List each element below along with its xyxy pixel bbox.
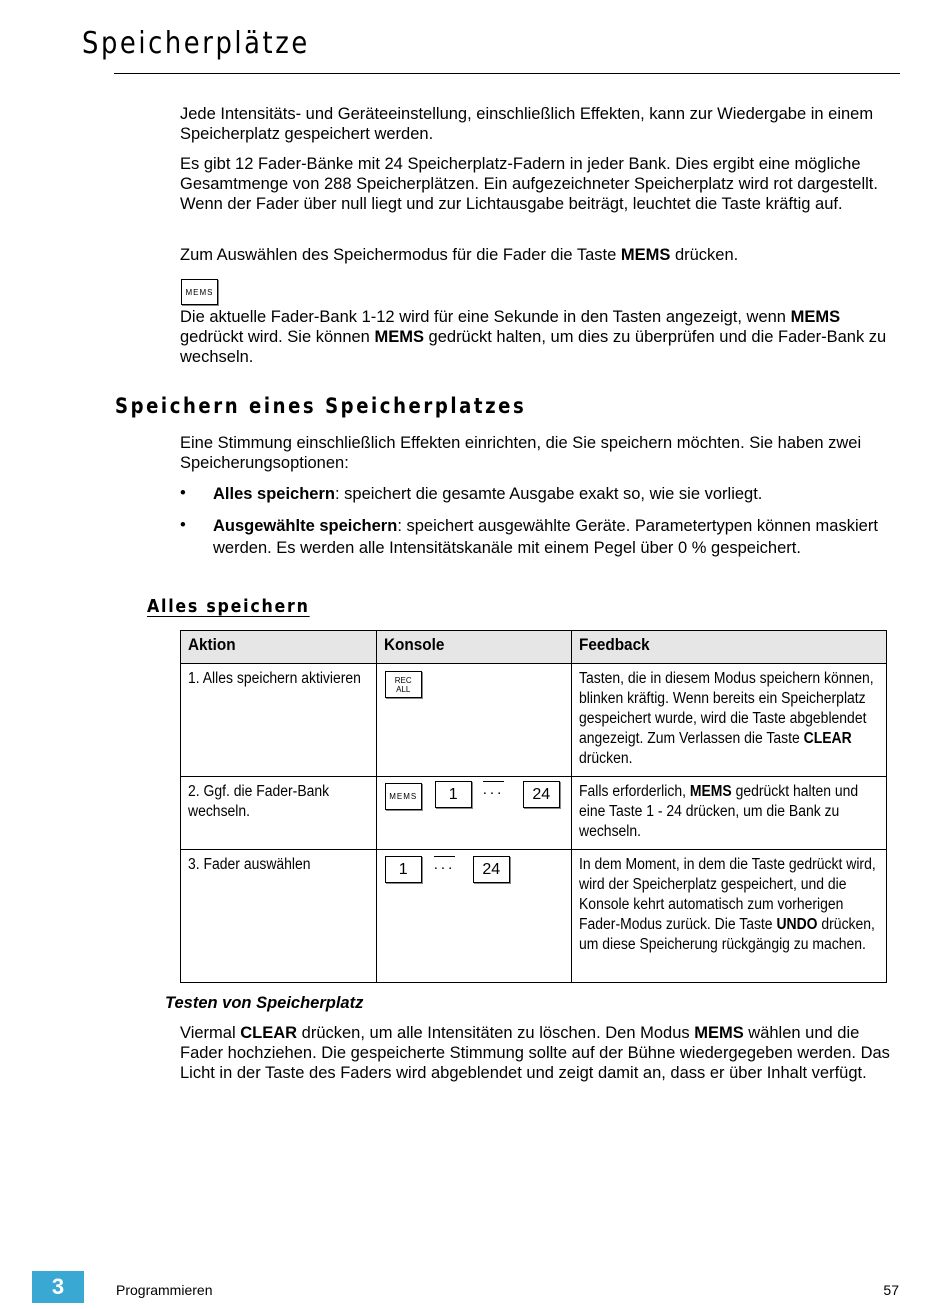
console-cell (376, 664, 572, 777)
section-intro: Eine Stimmung einschließlich Effekten einrichten, die Sie speichern möchten. Sie haben zwei Speicherungsoptionen: (180, 434, 862, 472)
bullet-item-ausgewaehlte-speichern: Ausgewählte speichern: speichert ausgewählte Geräte. Parametertypen können maskiert werden. Es werden alle Intensitätskanäle mit einem Pegel über 0 % gespeichert. (213, 517, 878, 557)
subsection-heading: Alles speichern (147, 596, 310, 617)
test-heading: Testen von Speicherplatz (165, 994, 364, 1012)
action-cell: 2. Ggf. die Fader-Bank wechseln. (181, 777, 377, 850)
action-cell: 1. Alles speichern aktivieren (181, 664, 377, 777)
fader-key-first-icon: 1 (385, 856, 422, 883)
chapter-number-badge: 3 (32, 1271, 84, 1303)
intro-paragraph-1: Jede Intensitäts- und Geräteeinstellung, einschließlich Effekten, kann zur Wiedergabe in einem Speicherplatz gespeichert werden. (180, 105, 874, 143)
column-header-aktion: Aktion (181, 631, 377, 664)
page-title: Speicherplätze (82, 26, 310, 61)
footer-section-name: Programmieren (116, 1282, 213, 1298)
fader-key-last-icon: 24 (473, 856, 510, 883)
test-paragraph: Viermal CLEAR drücken, um alle Intensitäten zu löschen. Den Modus MEMS wählen und die Fader hochziehen. Die gespeicherte Stimmung sollte auf der Bühne wiedergegeben werden. Das Licht in der Taste des Faders wird abgeblendet und zeigt damit an, dass er über Inhalt verfügt. (180, 1024, 890, 1082)
key-range-dots: ... (433, 856, 456, 873)
intro-paragraph-3: Zum Auswählen des Speichermodus für die Fader die Taste MEMS drücken. (180, 246, 739, 264)
intro-paragraph-2: Es gibt 12 Fader-Bänke mit 24 Speicherplatz-Fadern in jeder Bank. Dies ergibt eine mögliche Gesamtmenge von 288 Speicherplätzen. Ein aufgezeichneter Speicherplatz wird rot dargestellt. Wenn der Fader über null liegt und zur Lichtausgabe beiträgt, leuchtet die Taste kräftig auf. (180, 155, 878, 213)
mems-key-icon: MEMS (385, 783, 422, 810)
bullet-marker: • (180, 516, 186, 534)
rec-all-key-icon: REC ALL (385, 671, 422, 698)
table-row (181, 850, 887, 983)
title-rule (114, 73, 900, 74)
column-header-feedback: Feedback (572, 631, 887, 664)
console-cell (376, 850, 572, 983)
fader-key-first-icon: 1 (435, 781, 472, 808)
action-cell: 3. Fader auswählen (181, 850, 377, 983)
steps-table (180, 630, 887, 983)
key-range-dots: ... (482, 781, 505, 798)
console-cell (376, 777, 572, 850)
mems-key-icon: MEMS (181, 279, 218, 305)
feedback-cell: Tasten, die in diesem Modus speichern können, blinken kräftig. Wenn bereits ein Speicherplatz gespeichert wurde, wird die Taste abgeblendet angezeigt. Zum Verlassen die Taste CLEAR drücken. (572, 664, 887, 777)
fader-key-last-icon: 24 (523, 781, 560, 808)
section-heading: Speichern eines Speicherplatzes (115, 394, 527, 418)
table-row (181, 664, 887, 777)
intro-paragraph-4: Die aktuelle Fader-Bank 1-12 wird für eine Sekunde in den Tasten angezeigt, wenn MEMS gedrückt wird. Sie können MEMS gedrückt halten, um dies zu überprüfen und die Fader-Bank zu wechseln. (180, 308, 887, 366)
bullet-marker: • (180, 484, 186, 502)
feedback-cell: In dem Moment, in dem die Taste gedrückt wird, wird der Speicherplatz gespeichert, und die Konsole kehrt automatisch zum vorherigen Fader-Modus zurück. Die Taste UNDO drücken, um diese Speicherung rückgängig zu machen. (572, 850, 887, 983)
feedback-cell: Falls erforderlich, MEMS gedrückt halten und eine Taste 1 - 24 drücken, um die Bank zu wechseln. (572, 777, 887, 850)
table-header-row (181, 631, 887, 664)
page-number: 57 (883, 1282, 899, 1298)
table-row (181, 777, 887, 850)
column-header-konsole: Konsole (376, 631, 572, 664)
bullet-item-alles-speichern: Alles speichern: speichert die gesamte Ausgabe exakt so, wie sie vorliegt. (213, 485, 763, 503)
